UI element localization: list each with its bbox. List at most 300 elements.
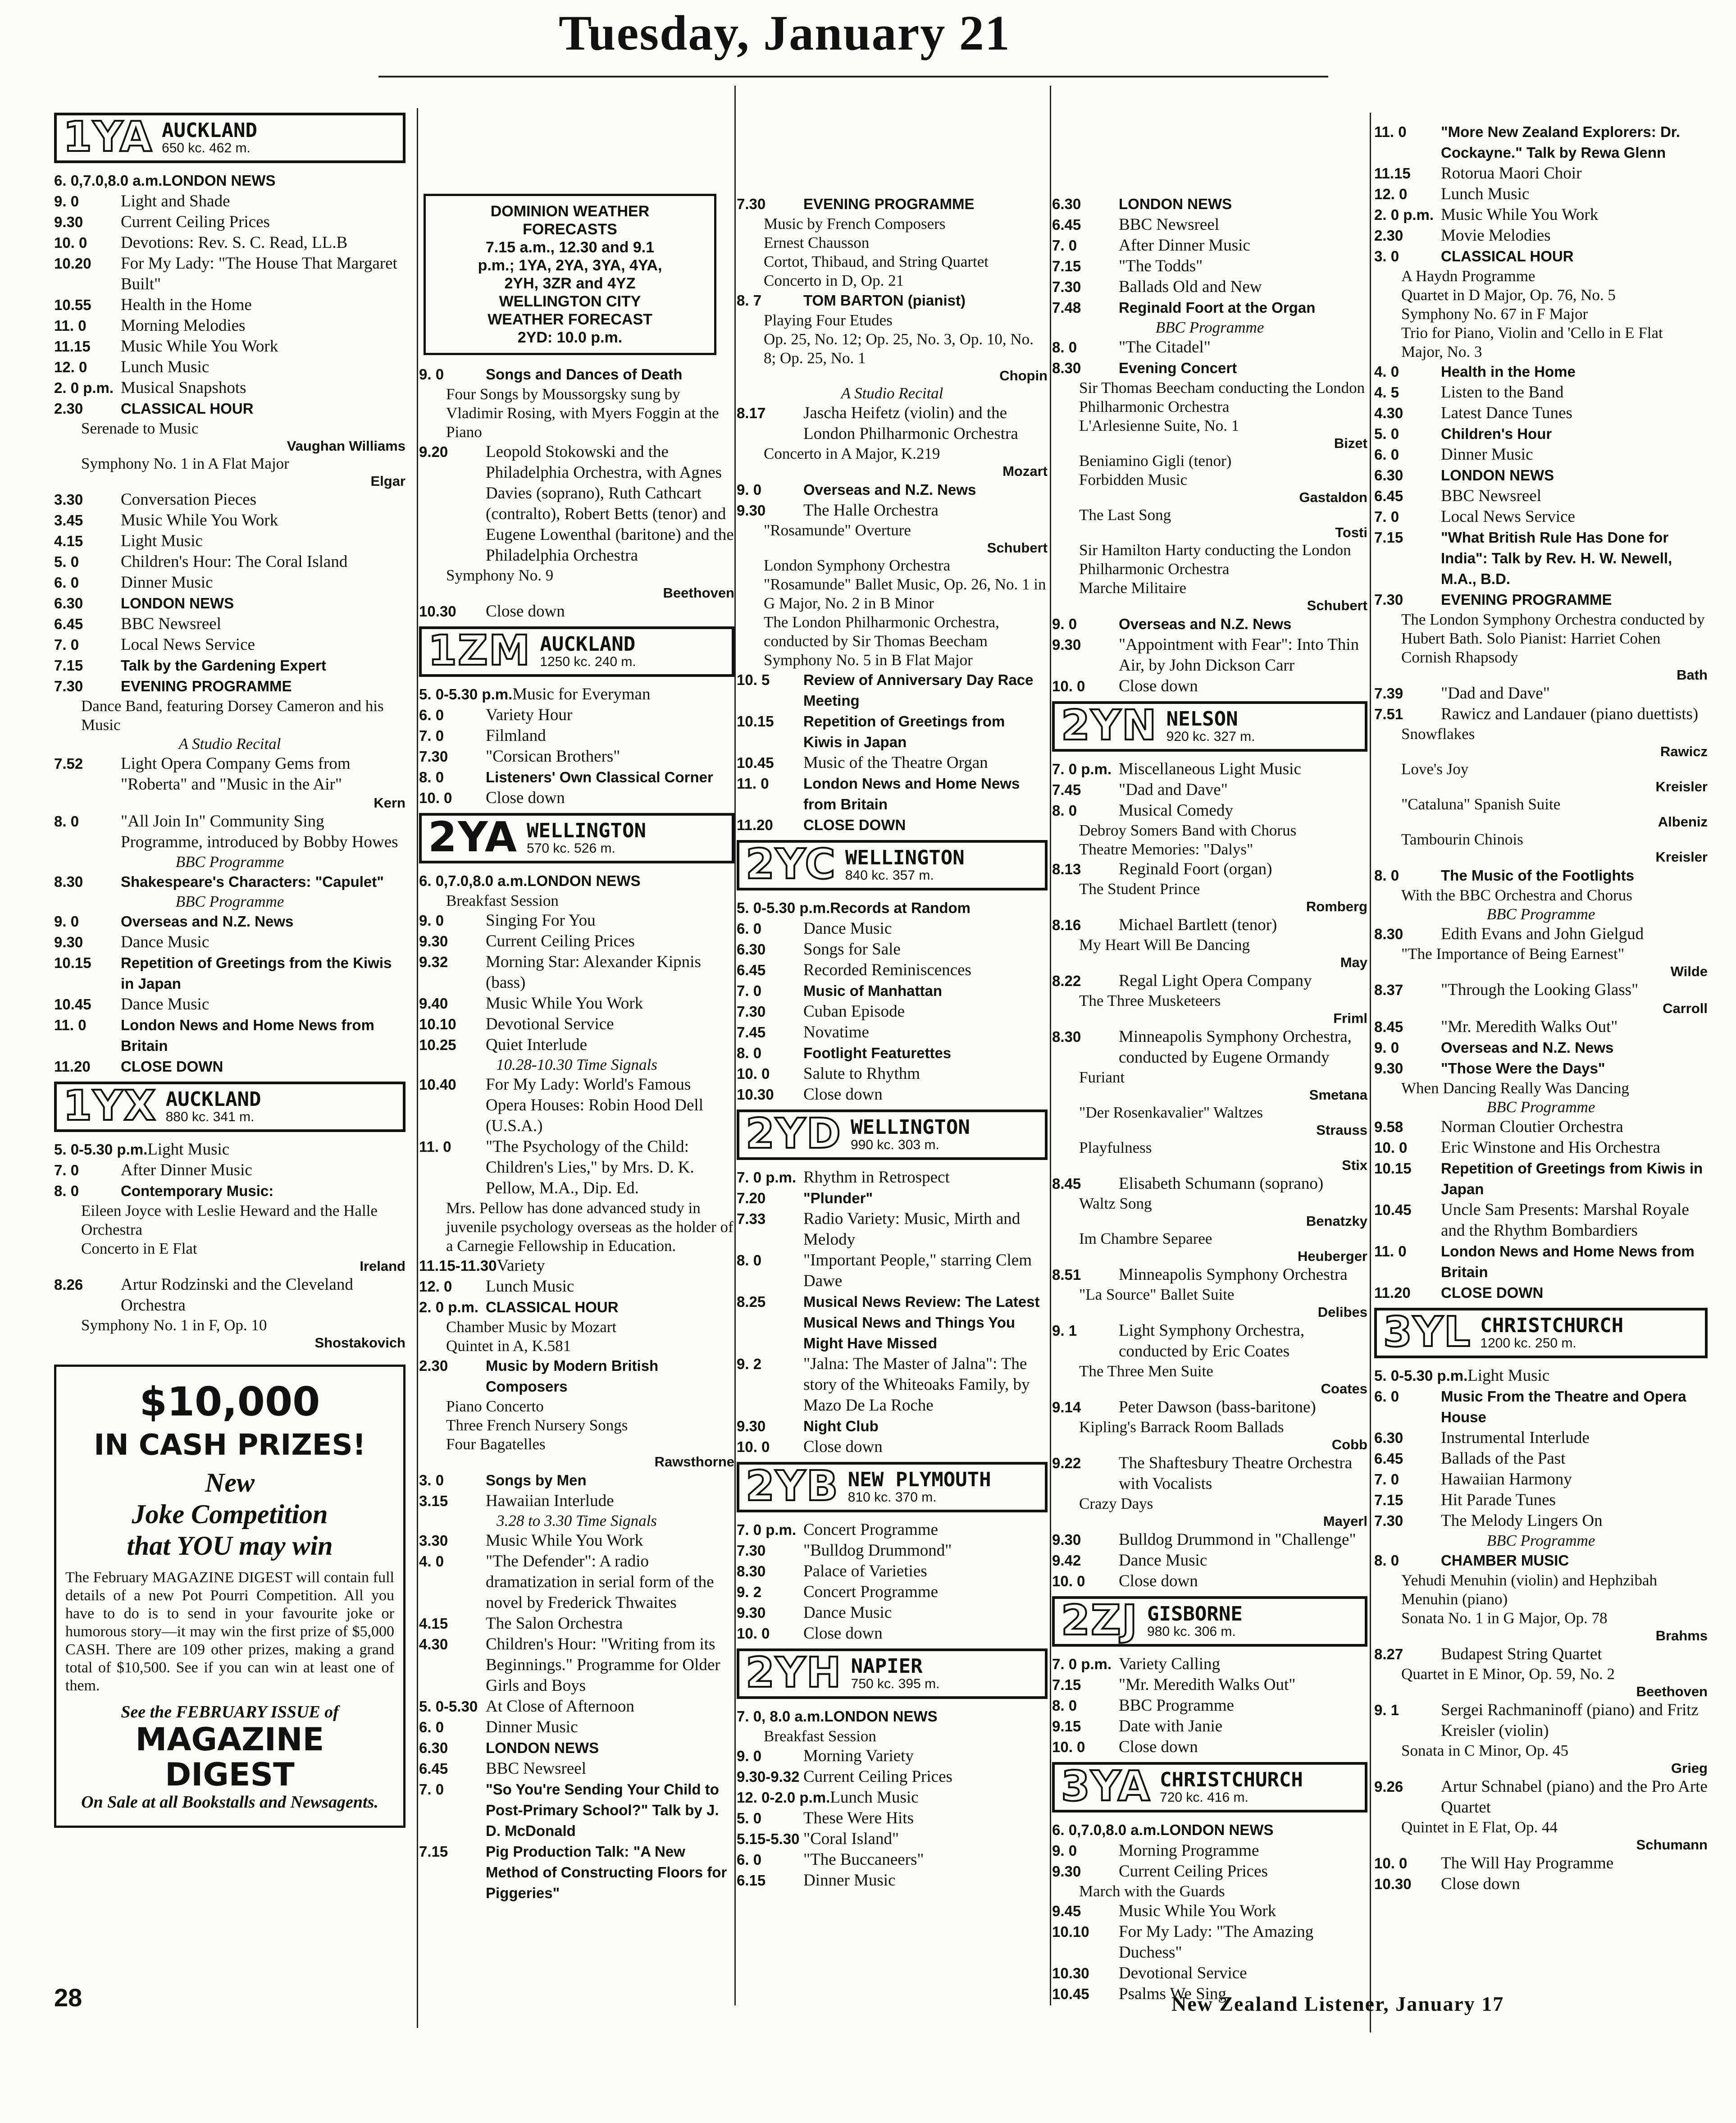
station-header-2zj — [1052, 1596, 1367, 1647]
listing-detail: Symphony No. 9 — [446, 566, 554, 584]
listing-text: CHAMBER MUSIC — [1441, 1552, 1569, 1569]
listing-time: 6.15 — [737, 1872, 766, 1889]
listing — [419, 1356, 734, 1397]
listing-time: 10. 0 — [54, 234, 87, 251]
listing-time: 6.30 — [1374, 1429, 1403, 1446]
listing-time: 8.51 — [1052, 1266, 1081, 1283]
listing-text: London News and Home News from Britain — [803, 775, 1020, 813]
listing-time: 9.30 — [1052, 1531, 1081, 1548]
listing-time: 11. 0 — [1374, 1243, 1407, 1260]
listing-time: 11. 0 — [737, 775, 769, 792]
listing — [419, 1841, 734, 1904]
listing-time: 11.20 — [737, 817, 773, 833]
listing-time: 3.30 — [54, 491, 83, 508]
listing-text: Latest Dance Tunes — [1441, 404, 1572, 422]
listing-text: Health in the Home — [121, 296, 252, 314]
listing — [54, 315, 406, 336]
listing-text: Budapest String Quartet — [1441, 1645, 1602, 1663]
column-1 — [54, 108, 406, 1828]
composer: Rawicz — [1660, 744, 1708, 759]
listing-text: Devotions: Rev. S. C. Read, LL.B — [121, 233, 348, 252]
listing-detail: Cornish Rhapsody — [1401, 648, 1518, 666]
listing-text: For My Lady: "The Amazing Duchess" — [1119, 1922, 1314, 1962]
listing-time: 11.15 — [1374, 165, 1411, 182]
listing-text: CLOSE DOWN — [1441, 1284, 1544, 1301]
listing — [54, 552, 406, 572]
listing-time: 8. 0 — [1052, 1697, 1077, 1714]
listing-text: Palace of Varieties — [803, 1562, 927, 1580]
station-header-2ya — [419, 813, 734, 863]
listing — [1374, 382, 1708, 403]
listing-time: 6. 0 — [419, 1719, 444, 1735]
station-frequency: 810 kc. 370 m. — [847, 1490, 937, 1505]
listing-time: 8. 0 — [419, 769, 444, 785]
listing-detail: Four Bagatelles — [446, 1435, 546, 1453]
page-footer: New Zealand Listener, January 17 — [1171, 1992, 1504, 2015]
listing — [1374, 589, 1708, 610]
listing-note: 3.28 to 3.30 Time Signals — [497, 1512, 657, 1529]
listing-detail: London Symphony Orchestra — [764, 557, 951, 574]
listing-detail: Mrs. Pellow has done advanced study in juvenile psychology overseas as the holder of a Carnegie Fellowship in Education. — [446, 1199, 734, 1255]
listing-text: "Jalna: The Master of Jalna": The story of the Whiteoaks Family, by Mazo De La Roche — [803, 1355, 1030, 1415]
listing — [1374, 1241, 1708, 1283]
listing-text: Bulldog Drummond in "Challenge" — [1119, 1530, 1356, 1549]
listing — [54, 1015, 406, 1056]
listing-time: 5. 0-5.30 p.m. — [54, 1141, 148, 1158]
listing-time: 10. 0 — [1374, 1855, 1408, 1872]
listing-time: 8. 0 — [1052, 339, 1077, 356]
listing-time: 9. 0 — [54, 193, 79, 210]
listing — [419, 442, 734, 566]
listing-text: Music While You Work — [486, 994, 643, 1013]
listing-detail: L'Arlesienne Suite, No. 1 — [1079, 417, 1239, 434]
composer: Chopin — [999, 368, 1048, 384]
listing-detail: Debroy Somers Band with Chorus — [1079, 822, 1297, 839]
listing — [419, 726, 734, 746]
listing-text: Close down — [1119, 1572, 1198, 1590]
listing-detail: Marche Militaire — [1079, 579, 1187, 597]
station-city: WELLINGTON — [845, 846, 965, 869]
listing-text: Close down — [803, 1438, 883, 1456]
listing-time: 10.30 — [1374, 1876, 1412, 1892]
listing — [1374, 1200, 1708, 1241]
station-header-2yc — [737, 840, 1048, 890]
listing — [1374, 1365, 1708, 1386]
listing — [1374, 205, 1708, 225]
listing-text: Music While You Work — [121, 511, 278, 530]
listing — [1052, 1861, 1367, 1882]
listing — [54, 811, 406, 853]
listing — [737, 1209, 1048, 1250]
listing-text: Filmland — [486, 726, 546, 745]
listing-time: 9. 1 — [1374, 1702, 1399, 1718]
listing — [1374, 1428, 1708, 1448]
listing-time: 10.45 — [737, 754, 774, 771]
listing — [1052, 256, 1367, 277]
listing — [419, 1137, 734, 1199]
listing — [1052, 614, 1367, 635]
listing — [1374, 683, 1708, 704]
listing-time: 9.30 — [1052, 636, 1081, 653]
listing — [54, 753, 406, 795]
composer: Shostakovich — [314, 1335, 406, 1351]
listing — [54, 1274, 406, 1316]
listing-text: Jascha Heifetz (violin) and the London Philharmonic Orchestra — [803, 404, 1018, 443]
listing-text: Current Ceiling Prices — [486, 932, 635, 950]
listing-note: BBC Programme — [1486, 1532, 1595, 1549]
listing-detail: Crazy Days — [1079, 1495, 1153, 1512]
listing — [1052, 1173, 1367, 1194]
listing-time: 5.15-5.30 — [737, 1831, 800, 1847]
listing-text: Light and Shade — [121, 192, 230, 210]
listing-text: CLASSICAL HOUR — [486, 1299, 619, 1315]
listing-time: 10.10 — [1052, 1923, 1089, 1940]
listing — [54, 635, 406, 655]
listing-time: 12. 0 — [1374, 186, 1408, 202]
listing-time: 4.15 — [54, 533, 83, 549]
listing-text: After Dinner Music — [1119, 236, 1250, 255]
listing-time: 5. 0 — [54, 553, 79, 570]
listing-time: 9.30 — [737, 1604, 766, 1621]
listing-time: 7. 0 — [1052, 237, 1077, 254]
listing-text: Artur Rodzinski and the Cleveland Orchestra — [121, 1275, 353, 1315]
listing-text: CLOSE DOWN — [121, 1058, 223, 1075]
listing — [1052, 759, 1367, 780]
listing — [1052, 1550, 1367, 1571]
listing — [737, 1829, 1048, 1849]
listing-text: Lunch Music — [1441, 185, 1530, 203]
listing-detail: Sir Thomas Beecham conducting the London Philharmonic Orchestra — [1079, 379, 1365, 415]
listing-time: 8.17 — [737, 405, 766, 421]
listing — [1374, 403, 1708, 424]
listing — [1374, 865, 1708, 886]
listing-detail: Dance Band, featuring Dorsey Cameron and his Music — [81, 697, 384, 734]
listing-time: 6. 0,7.0,8.0 a.m. — [54, 172, 163, 189]
listing-text: EVENING PROGRAMME — [121, 678, 292, 694]
listing-time: 6. 0 — [54, 574, 79, 591]
station-header-2yh — [737, 1648, 1048, 1699]
listing-time: 7.39 — [1374, 685, 1403, 702]
listing-time: 9. 0 — [419, 912, 444, 929]
listing-detail: Theatre Memories: "Dalys" — [1079, 840, 1253, 858]
station-frequency: 1250 kc. 240 m. — [540, 654, 636, 669]
listing-time: 9.30 — [54, 214, 83, 230]
listing-detail: The Student Prince — [1079, 880, 1200, 898]
listing — [54, 1139, 406, 1160]
listing-time: 11.20 — [54, 1058, 91, 1075]
listing — [737, 1870, 1048, 1891]
listing-text: Morning Programme — [1119, 1841, 1259, 1860]
listing-text: The Will Hay Programme — [1441, 1854, 1614, 1872]
listing-time: 11. 0 — [54, 1017, 87, 1033]
listing-text: LONDON NEWS — [1160, 1822, 1274, 1838]
station-city: AUCKLAND — [162, 119, 257, 142]
listing-text: CLASSICAL HOUR — [1441, 248, 1574, 265]
listing-time: 6.30 — [1374, 467, 1403, 484]
listing-detail: Concerto in A Major, K.219 — [764, 445, 940, 462]
listing-text: Repetition of Greetings from Kiwis in Japan — [803, 713, 1005, 750]
listing-text: Rotorua Maori Choir — [1441, 164, 1582, 183]
listing-detail: Breakfast Session — [446, 892, 559, 909]
listing — [1052, 215, 1367, 235]
listing — [419, 1256, 734, 1276]
listing-text: Eric Winstone and His Orchestra — [1441, 1138, 1660, 1157]
listing-time: 4.30 — [1374, 405, 1403, 421]
listing-text: Rhythm in Retrospect — [803, 1168, 950, 1187]
listing-time: 7. 0 — [419, 727, 444, 744]
listing-text: Hit Parade Tunes — [1441, 1491, 1556, 1509]
listing-text: Musical Snapshots — [121, 379, 246, 397]
listing-time: 9. 2 — [737, 1584, 762, 1600]
listing — [737, 1167, 1048, 1188]
listing-text: BBC Newsreel — [486, 1759, 586, 1778]
listing-time: 12. 0-2.0 p.m. — [737, 1789, 830, 1806]
listing-detail: "Der Rosenkavalier" Waltzes — [1079, 1104, 1263, 1121]
listing-text: Hawaiian Interlude — [486, 1492, 614, 1510]
composer: Strauss — [1316, 1122, 1367, 1138]
listing-time: 3. 0 — [419, 1472, 444, 1488]
listing-text: Cuban Episode — [803, 1002, 905, 1021]
listing-text: LONDON NEWS — [527, 872, 641, 889]
listing-time: 11. 0 — [1374, 123, 1407, 140]
listing-detail: Waltz Song — [1079, 1195, 1152, 1212]
listing — [1052, 297, 1367, 318]
listing-text: "Those Were the Days" — [1441, 1060, 1605, 1077]
listing-time: 5. 0-5.30 p.m. — [1374, 1367, 1468, 1384]
composer: Kreisler — [1655, 849, 1708, 865]
listing-text: Records at Random — [830, 899, 971, 916]
listing — [419, 952, 734, 993]
listing-time: 5. 0-5.30 — [419, 1698, 478, 1715]
listing-text: "The Defender": A radio dramatization in serial form of the novel by Frederick Thwaites — [486, 1552, 714, 1612]
station-city: NAPIER — [851, 1655, 923, 1678]
listing — [1052, 1737, 1367, 1758]
listing-text: Pig Production Talk: "A New Method of Constructing Floors for Piggeries" — [486, 1843, 727, 1901]
listing — [419, 1035, 734, 1055]
listing-time: 11. 0 — [419, 1138, 451, 1155]
listing-time: 2.30 — [54, 400, 83, 417]
listing — [737, 1250, 1048, 1292]
station-city: CHRISTCHURCH — [1160, 1768, 1303, 1791]
listing-time: 3.30 — [419, 1532, 448, 1549]
listing — [1374, 1037, 1708, 1058]
listing-time: 3.15 — [419, 1493, 448, 1509]
listing — [1052, 1397, 1367, 1418]
listing-text: BBC Newsreel — [121, 615, 221, 633]
station-frequency: 750 kc. 395 m. — [851, 1676, 940, 1691]
listing-time: 8. 0 — [1052, 802, 1077, 819]
listing-time: 8. 0 — [1374, 1552, 1399, 1569]
composer: Albeniz — [1658, 814, 1708, 830]
listing — [419, 364, 734, 385]
page-title: Tuesday, January 21 — [559, 5, 1011, 60]
ad-brand: MAGAZINE — [135, 1721, 324, 1758]
listing-time: 7.20 — [737, 1190, 766, 1206]
listing-time: 7.30 — [1374, 1512, 1403, 1529]
listing — [1052, 780, 1367, 800]
listing-text: Morning Melodies — [121, 316, 246, 335]
listing-text: "Coral Island" — [803, 1830, 899, 1848]
listing — [737, 1001, 1048, 1022]
listing — [419, 1530, 734, 1551]
listing-time: 9.26 — [1374, 1778, 1403, 1795]
listing — [1374, 163, 1708, 184]
listing-time: 7. 0 p.m. — [1052, 1656, 1112, 1672]
listing-text: Dance Music — [121, 933, 210, 951]
listing — [737, 1540, 1048, 1561]
listing-text: For My Lady: "The House That Margaret Built" — [121, 254, 397, 293]
listing — [1374, 1511, 1708, 1531]
listing-text: Recorded Reminiscences — [803, 961, 971, 979]
listing-time: 7. 0 — [419, 1781, 444, 1798]
listing-time: 8. 0 — [54, 1182, 79, 1199]
listing-detail: Snowflakes — [1401, 725, 1475, 743]
station-city: NELSON — [1166, 708, 1238, 730]
listing-text: Light Music — [1467, 1366, 1550, 1385]
listing-text: Children's Hour — [1441, 425, 1552, 442]
composer: Schubert — [987, 540, 1048, 556]
listing — [737, 1043, 1048, 1064]
listing — [54, 1056, 406, 1077]
listing-time: 10.15 — [737, 713, 774, 730]
station-city: WELLINGTON — [527, 819, 646, 842]
listing — [419, 1613, 734, 1634]
listing-detail: A Haydn Programme — [1401, 267, 1536, 285]
listing-time: 9.14 — [1052, 1399, 1081, 1415]
listing — [1374, 184, 1708, 205]
listing-text: Music for Everyman — [512, 685, 651, 703]
station-city: AUCKLAND — [540, 633, 636, 656]
listing-text: Lunch Music — [486, 1277, 574, 1296]
listing-time: 6. 0 — [1374, 446, 1399, 463]
listing-text: Leopold Stokowski and the Philadelphia Orchestra, with Agnes Davies (soprano), Ruth Cathcart (contralto), Robert Betts (tenor) and Eugene Lowenthal (baritone) and the Philadelphia Orchestra — [486, 443, 734, 565]
listing — [419, 1717, 734, 1738]
listing-time: 8.26 — [54, 1276, 83, 1293]
listing-text: After Dinner Music — [121, 1161, 252, 1179]
listing-time: 7.30 — [419, 748, 448, 765]
listing-time: 9.30 — [1374, 1060, 1403, 1077]
composer: Rawsthorne — [654, 1454, 734, 1470]
listing — [54, 398, 406, 419]
listing-text: BBC Newsreel — [1119, 215, 1219, 234]
station-call: 2YC — [746, 840, 836, 888]
listing-note: BBC Programme — [1155, 319, 1264, 336]
listing — [1052, 235, 1367, 256]
weather-line: WEATHER FORECAST — [488, 311, 652, 328]
listing — [54, 994, 406, 1015]
listing-text: Reginald Foort (organ) — [1119, 860, 1272, 878]
listing-time: 10.25 — [419, 1036, 456, 1053]
listing-time: 9.15 — [1052, 1718, 1081, 1735]
composer: Ireland — [360, 1258, 406, 1274]
listing-time: 10. 0 — [1374, 1139, 1408, 1156]
station-frequency: 840 kc. 357 m. — [845, 868, 934, 883]
listing-time: 6.30 — [1052, 196, 1081, 212]
station-city: GISBORNE — [1147, 1603, 1243, 1625]
listing-time: 9.30 — [419, 933, 448, 950]
listing — [419, 1074, 734, 1137]
listing-time: 8. 0 — [737, 1252, 762, 1269]
listing-text: The Halle Orchestra — [803, 501, 939, 520]
listing-time: 8.45 — [1052, 1175, 1081, 1192]
listing-text: TOM BARTON (pianist) — [803, 292, 966, 309]
listing-detail: "Cataluna" Spanish Suite — [1401, 795, 1561, 813]
composer: Brahms — [1655, 1628, 1708, 1644]
listing-text: Listeners' Own Classical Corner — [486, 769, 713, 785]
listing-text: Current Ceiling Prices — [1119, 1862, 1268, 1881]
listing-time: 9.30 — [737, 502, 766, 519]
listing-time: 9.20 — [419, 443, 448, 460]
listing-detail: "Rosamunde" Overture — [764, 521, 911, 539]
listing — [737, 1787, 1048, 1808]
listing-time: 8.45 — [1374, 1018, 1403, 1035]
listing-text: Salute to Rhythm — [803, 1064, 920, 1083]
composer: Beethoven — [1636, 1684, 1708, 1699]
listing-text: Ballads Old and New — [1119, 278, 1262, 296]
listing — [737, 1520, 1048, 1540]
listing-time: 10.15 — [54, 954, 91, 971]
listing-text: Morning Star: Alexander Kipnis (bass) — [486, 953, 701, 992]
listing-text: The Melody Lingers On — [1441, 1511, 1603, 1530]
listing — [419, 684, 734, 705]
listing-detail: Op. 25, No. 12; Op. 25, No. 3, Op. 10, No. 8; Op. 25, No. 1 — [764, 330, 1034, 367]
listing — [1374, 1700, 1708, 1741]
listing-time: 7.30 — [1374, 591, 1403, 608]
listing — [1374, 1117, 1708, 1137]
listing-time: 5. 0-5.30 p.m. — [737, 899, 830, 916]
listing-time: 10. 0 — [1052, 1739, 1085, 1755]
listing — [1374, 1017, 1708, 1037]
listing-text: Children's Hour: "Writing from its Beginnings." Programme for Older Girls and Boys — [486, 1635, 720, 1695]
listing — [1374, 924, 1708, 945]
listing-detail: Beniamino Gigli (tenor) — [1079, 452, 1232, 470]
listing-time: 7.45 — [737, 1024, 766, 1041]
composer: Wilde — [1670, 963, 1708, 979]
listing-time: 7. 0 p.m. — [737, 1521, 797, 1538]
listing-text: Dance Music — [1119, 1551, 1207, 1570]
listing-detail: Im Chambre Separee — [1079, 1230, 1212, 1247]
listing-time: 7.52 — [54, 755, 83, 772]
listing-text: At Close of Afternoon — [486, 1697, 634, 1716]
station-call: 1YA — [63, 113, 153, 161]
listing-text: Ballads of the Past — [1441, 1449, 1566, 1468]
listing — [1052, 971, 1367, 991]
listing — [1374, 1137, 1708, 1158]
listing-text: Devotional Service — [1119, 1964, 1247, 1982]
listing — [737, 1561, 1048, 1582]
listing — [1052, 1529, 1367, 1550]
listing-text: Sergei Rachmaninoff (piano) and Fritz Kreisler (violin) — [1441, 1701, 1699, 1740]
composer: Grieg — [1671, 1760, 1708, 1776]
listing-time: 6.45 — [419, 1760, 448, 1777]
listing-time: 7. 0 — [737, 982, 762, 999]
listing-time: 9. 0 — [737, 481, 762, 498]
listing-text: "Appointment with Fear": Into Thin Air, by John Dickson Carr — [1119, 635, 1359, 675]
listing-note: 10.28-10.30 Time Signals — [496, 1056, 657, 1073]
station-call: 2YN — [1061, 701, 1157, 749]
listing-time: 10. 0 — [1052, 1573, 1085, 1589]
station-header-2yd — [737, 1109, 1048, 1160]
listing-time: 8. 0 — [54, 813, 79, 830]
listing-text: Variety Hour — [486, 706, 573, 724]
listing-time: 7. 0 — [54, 1162, 79, 1178]
listing — [54, 655, 406, 676]
listing-time: 5. 0 — [1374, 425, 1399, 442]
listing-note: BBC Programme — [1486, 1098, 1595, 1116]
listing-text: LONDON NEWS — [1119, 196, 1232, 212]
composer: Beethoven — [663, 585, 734, 601]
listing-time: 10. 0 — [1052, 678, 1085, 694]
